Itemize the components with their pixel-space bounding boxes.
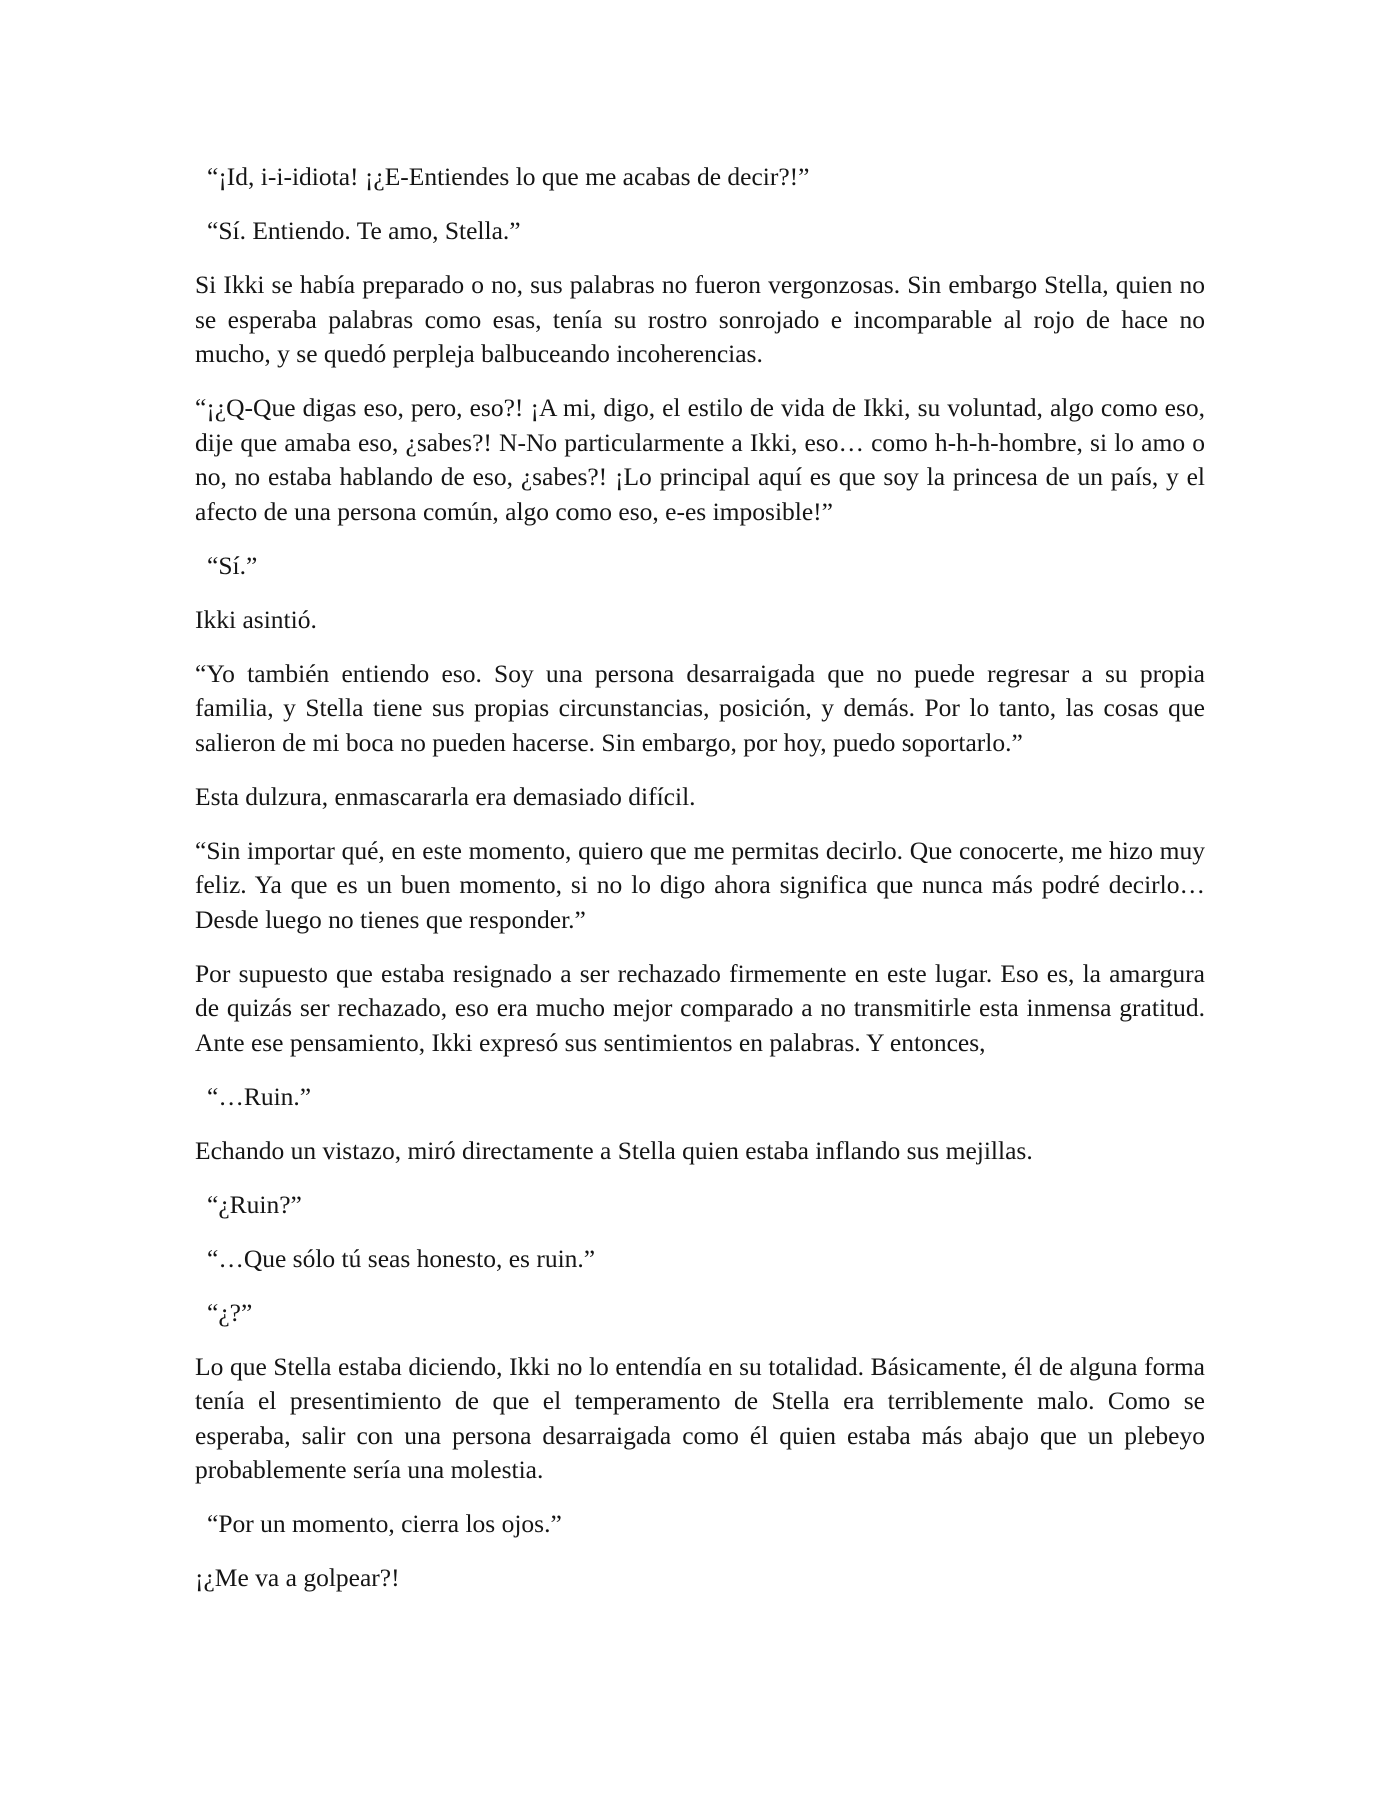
narration-paragraph: Lo que Stella estaba diciendo, Ikki no lo entendía en su totalidad. Básicamente, él de alguna forma tenía el presentimiento de que el temperamento de Stella era terriblemente malo. Como se esperaba, salir con una persona desarraigada como él quien estaba más abajo que un plebeyo probablemente sería una molestia. (195, 1351, 1205, 1484)
narration-paragraph: Esta dulzura, enmascararla era demasiado difícil. (195, 781, 696, 811)
dialogue-paragraph: “¿?” (207, 1297, 253, 1327)
narration-paragraph: Por supuesto que estaba resignado a ser rechazado firmemente en este lugar. Eso es, la amargura de quizás ser rechazado, eso era mucho mejor comparado a no transmitirle esta inmensa gratitud. Ante ese pensamiento, Ikki expresó sus sentimientos en palabras. Y entonces, (195, 958, 1205, 1057)
dialogue-paragraph: “¡Id, i-i-idiota! ¡¿E-Entiendes lo que me acabas de decir?!” (207, 162, 810, 191)
dialogue-paragraph: “Sí. Entiendo. Te amo, Stella.” (207, 216, 521, 245)
narration-paragraph: ¡¿Me va a golpear?! (195, 1563, 400, 1592)
dialogue-paragraph: “Por un momento, cierra los ojos.” (207, 1509, 562, 1538)
dialogue-paragraph: “¡¿Q-Que digas eso, pero, eso?! ¡A mi, digo, el estilo de vida de Ikki, su voluntad, algo como eso, dije que amaba eso, ¿sabes?! N-No particularmente a Ikki, eso… como h-h-h-hombre, si lo amo o no, no estaba hablando de eso, ¿sabes?! ¡Lo principal aquí es que soy la princesa de un país, y el afecto de una persona común, algo como eso, e-es imposible!” (195, 393, 1205, 526)
dialogue-paragraph: “…Ruin.” (207, 1081, 312, 1111)
dialogue-paragraph: “Sí.” (207, 550, 258, 580)
dialogue-paragraph: “¿Ruin?” (207, 1189, 302, 1219)
document-page (195, 160, 1205, 1615)
narration-paragraph: Ikki asintió. (195, 604, 317, 634)
narration-paragraph: Si Ikki se había preparado o no, sus palabras no fueron vergonzosas. Sin embargo Stella, quien no se esperaba palabras como esas, tenía su rostro sonrojado e incomparable al rojo de hace no mucho, y se quedó perpleja balbuceando incoherencias. (195, 270, 1205, 368)
dialogue-paragraph: “Sin importar qué, en este momento, quiero que me permitas decirlo. Que conocerte, me hizo muy feliz. Ya que es un buen momento, si no lo digo ahora significa que nunca más podré decirlo… Desde luego no tienes que responder.” (195, 835, 1205, 934)
dialogue-paragraph: “Yo también entiendo eso. Soy una persona desarraigada que no puede regresar a su propia familia, y Stella tiene sus propias circunstancias, posición, y demás. Por lo tanto, las cosas que salieron de mi boca no pueden hacerse. Sin embargo, por hoy, puedo soportarlo.” (195, 658, 1205, 757)
narration-paragraph: Echando un vistazo, miró directamente a Stella quien estaba inflando sus mejillas. (195, 1135, 1033, 1165)
dialogue-paragraph: “…Que sólo tú seas honesto, es ruin.” (207, 1243, 596, 1273)
